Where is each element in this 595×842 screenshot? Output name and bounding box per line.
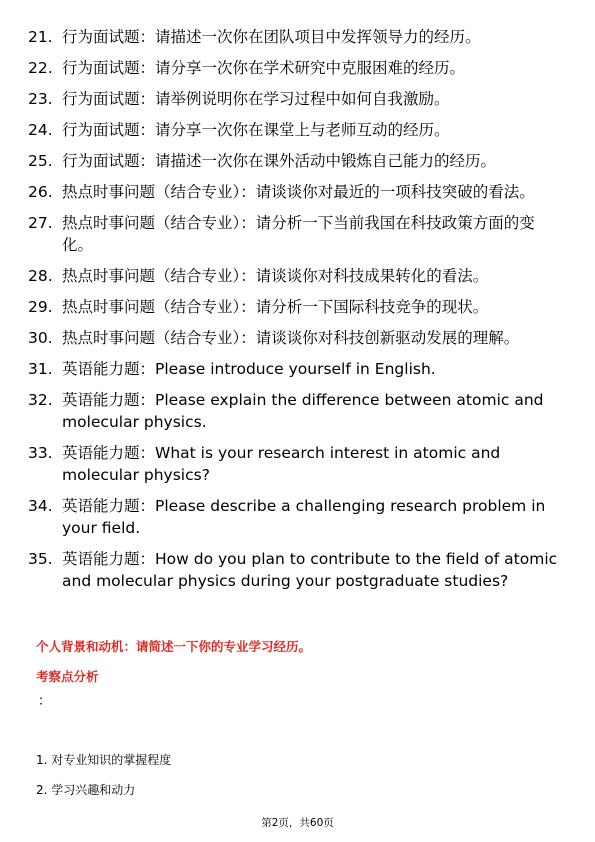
question-item [28,358,564,380]
question-text: 英语能力题：What is your research interest in atomic and molecular physics? [62,444,501,484]
analysis-point: 2. 学习兴趣和动力 [36,783,136,797]
question-item [28,88,564,110]
question-text: 行为面试题：请描述一次你在课外活动中锻炼自己能力的经历。 [62,152,497,170]
page-footer: 第2页，共60页 [261,817,334,829]
question-number: 27. [28,214,53,232]
question-number: 30. [28,329,53,347]
question-text: 热点时事问题（结合专业）：请分析一下国际科技竞争的现状。 [62,298,489,316]
question-item [28,57,564,79]
question-number: 35. [28,550,53,568]
question-text: 热点时事问题（结合专业）：请谈谈你对科技成果转化的看法。 [62,267,489,285]
question-text: 行为面试题：请举例说明你在学习过程中如何自我激励。 [62,90,450,108]
analysis-points [36,751,171,811]
question-number: 22. [28,59,53,77]
question-item [28,181,564,203]
question-number: 21. [28,28,53,46]
question-number: 25. [28,152,53,170]
question-text: 热点时事问题（结合专业）：请谈谈你对最近的一项科技突破的看法。 [62,183,535,201]
question-text: 热点时事问题（结合专业）：请分析一下当前我国在科技政策方面的变化。 [62,214,535,254]
question-item [28,26,564,48]
question-item [28,119,564,141]
question-item [28,389,564,433]
question-number: 23. [28,90,53,108]
question-item [28,296,564,318]
highlight-question: 个人背景和动机：请简述一下你的专业学习经历。 [36,639,312,654]
question-number: 29. [28,298,53,316]
question-item [28,442,564,486]
question-number: 33. [28,444,53,462]
analysis-colon: ： [38,694,52,709]
question-item [28,212,564,256]
question-text: 英语能力题：Please describe a challenging research problem in your field. [62,497,546,537]
question-text: 行为面试题：请描述一次你在团队项目中发挥领导力的经历。 [62,28,481,46]
question-item [28,495,564,539]
question-item [28,265,564,287]
question-number: 24. [28,121,53,139]
question-text: 英语能力题：Please introduce yourself in English. [62,360,436,378]
question-text: 行为面试题：请分享一次你在课堂上与老师互动的经历。 [62,121,450,139]
question-text: 英语能力题：How do you plan to contribute to the field of atomic and molecular physics during your postgraduate studies? [62,550,558,590]
question-text: 热点时事问题（结合专业）：请谈谈你对科技创新驱动发展的理解。 [62,329,520,347]
question-number: 31. [28,360,53,378]
question-item [28,548,564,592]
question-item [28,150,564,172]
analysis-heading: 考察点分析 [36,669,99,684]
question-number: 28. [28,267,53,285]
question-number: 32. [28,391,53,409]
analysis-point: 1. 对专业知识的掌握程度 [36,753,172,767]
question-list [28,26,564,601]
question-item [28,327,564,349]
question-number: 26. [28,183,53,201]
question-text: 行为面试题：请分享一次你在学术研究中克服困难的经历。 [62,59,466,77]
question-text: 英语能力题：Please explain the difference between atomic and molecular physics. [62,391,544,431]
question-number: 34. [28,497,53,515]
